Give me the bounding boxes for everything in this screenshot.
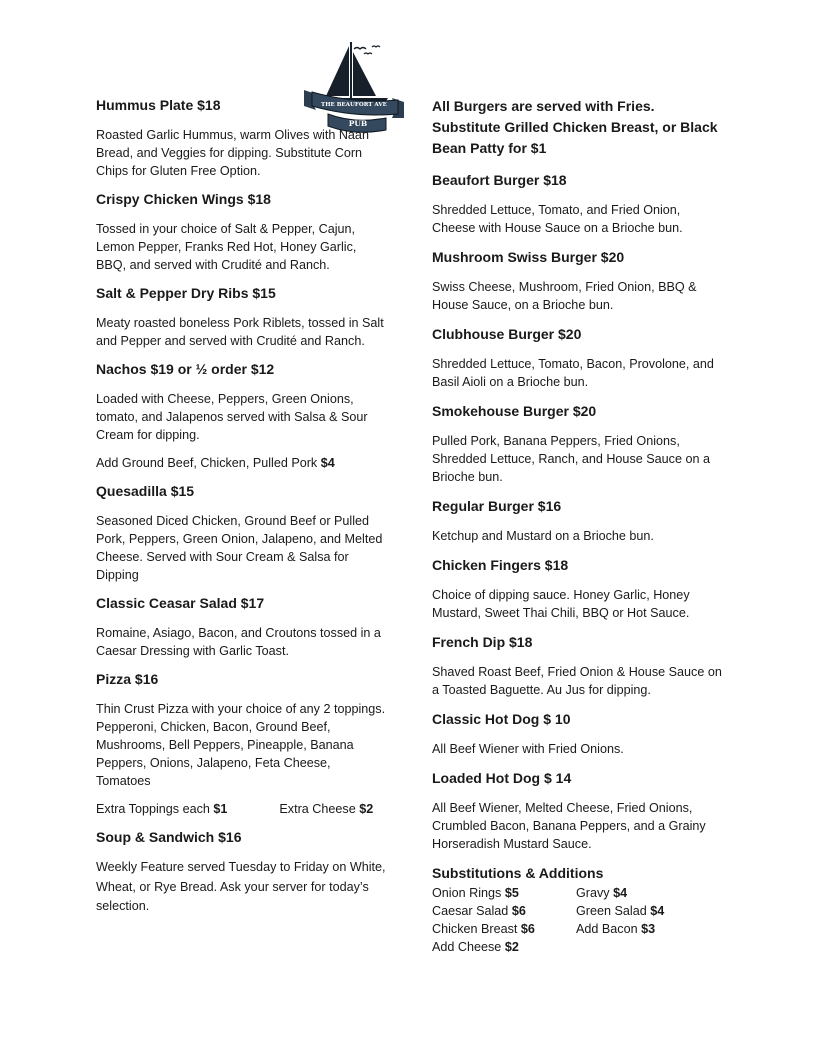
menu-item-desc: Seasoned Diced Chicken, Ground Beef or Pulled Pork, Peppers, Green Onion, Jalapeno, and Melted Cheese. Served with Sour Cream & Salsa for Dipping xyxy=(96,514,383,582)
menu-item xyxy=(432,497,724,545)
menu-item-desc: Shredded Lettuce, Tomato, and Fried Onion, Cheese with House Sauce on a Brioche bun. xyxy=(432,203,683,235)
nachos-addon xyxy=(96,454,386,472)
sub-item-price: $3 xyxy=(641,922,656,936)
pizza-extras xyxy=(96,800,386,818)
menu-item xyxy=(96,828,386,917)
menu-item xyxy=(432,171,724,237)
menu-item-title: Classic Hot Dog $ 10 xyxy=(432,711,571,727)
sub-item xyxy=(432,920,576,938)
sub-item-price: $4 xyxy=(650,904,665,918)
menu-item-title: Smokehouse Burger $20 xyxy=(432,403,597,419)
menu-item-desc: Shredded Lettuce, Tomato, Bacon, Provolone, and Basil Aioli on a Brioche bun. xyxy=(432,357,714,389)
sub-item-label: Add Cheese xyxy=(432,940,505,954)
menu-item-desc: Shaved Roast Beef, Fried Onion & House Sauce on a Toasted Baguette. Au Jus for dipping. xyxy=(432,665,722,697)
left-menu-column xyxy=(96,96,386,927)
menu-item-title: Classic Ceasar Salad $17 xyxy=(96,595,265,611)
sub-item-label: Green Salad xyxy=(576,904,651,918)
menu-item-desc: Loaded with Cheese, Peppers, Green Onions, tomato, and Jalapenos served with Salsa & Sour Cream for dipping. xyxy=(96,392,368,442)
menu-item xyxy=(432,633,724,699)
menu-item-title: Nachos $19 or ½ order $12 xyxy=(96,361,275,377)
menu-item-title: Soup & Sandwich $16 xyxy=(96,829,242,845)
menu-item-title: French Dip $18 xyxy=(432,634,533,650)
menu-item xyxy=(432,248,724,314)
menu-item xyxy=(96,190,386,274)
sub-item-price: $5 xyxy=(504,886,519,900)
sub-item-price: $6 xyxy=(511,904,526,918)
sub-item xyxy=(576,902,726,920)
nachos-addon-text: Add Ground Beef, Chicken, Pulled Pork xyxy=(96,456,321,470)
extra-cheese-price: $2 xyxy=(359,802,374,816)
logo-name-line2: PUB xyxy=(348,119,368,128)
menu-item xyxy=(96,284,386,350)
nachos-addon-price: $4 xyxy=(320,456,335,470)
menu-item xyxy=(96,96,386,180)
sub-item xyxy=(432,902,576,920)
menu-item-desc: Meaty roasted boneless Pork Riblets, tossed in Salt and Pepper and served with Crudité and Ranch. xyxy=(96,316,384,348)
menu-item-title: Hummus Plate $18 xyxy=(96,97,221,113)
menu-item xyxy=(96,594,386,660)
menu-item-desc: Pulled Pork, Banana Peppers, Fried Onions, Shredded Lettuce, Ranch, and House Sauce on a Brioche bun. xyxy=(432,434,710,484)
menu-item-title: Salt & Pepper Dry Ribs $15 xyxy=(96,285,276,301)
menu-item-title: Chicken Fingers $18 xyxy=(432,557,569,573)
sub-item-price: $4 xyxy=(613,886,628,900)
sub-item xyxy=(432,938,576,956)
menu-item-desc: Thin Crust Pizza with your choice of any 2 toppings. Pepperoni, Chicken, Bacon, Ground Beef, Mushrooms, Bell Peppers, Pineapple, Banana Peppers, Onions, Jalapeno, Feta Cheese, Tomatoes xyxy=(96,702,386,788)
menu-item-title: Regular Burger $16 xyxy=(432,498,562,514)
sub-item-price: $6 xyxy=(520,922,535,936)
menu-item xyxy=(96,670,386,818)
substitutions-title: Substitutions & Additions xyxy=(432,865,604,881)
menu-item-title: Beaufort Burger $18 xyxy=(432,172,567,188)
menu-item xyxy=(96,360,386,472)
menu-item-desc: All Beef Wiener, Melted Cheese, Fried Onions, Crumbled Bacon, Banana Peppers, and a Grainy Horseradish Mustard Sauce. xyxy=(432,801,706,851)
sub-item-label: Gravy xyxy=(576,886,614,900)
menu-item-title: Mushroom Swiss Burger $20 xyxy=(432,249,625,265)
logo-name-line1: THE BEAUFORT AVE xyxy=(321,102,387,108)
extra-toppings-price: $1 xyxy=(213,802,228,816)
menu-item-title: Clubhouse Burger $20 xyxy=(432,326,582,342)
right-menu-column xyxy=(432,96,724,956)
substitutions-grid xyxy=(432,884,724,956)
menu-item-desc: Choice of dipping sauce. Honey Garlic, Honey Mustard, Sweet Thai Chili, BBQ or Hot Sauce. xyxy=(432,588,690,620)
menu-item xyxy=(432,402,724,486)
sub-item xyxy=(576,920,726,938)
menu-item-desc: Swiss Cheese, Mushroom, Fried Onion, BBQ & House Sauce, on a Brioche bun. xyxy=(432,280,697,312)
sub-item xyxy=(432,884,576,902)
menu-item xyxy=(432,710,724,758)
sub-item xyxy=(576,884,726,902)
substitutions-section xyxy=(432,864,724,956)
extra-cheese-label: Extra Cheese xyxy=(279,802,360,816)
menu-item xyxy=(432,556,724,622)
sub-item-label: Onion Rings xyxy=(432,886,505,900)
menu-item xyxy=(96,482,386,584)
sub-item-label: Chicken Breast xyxy=(432,922,521,936)
menu-item xyxy=(432,325,724,391)
sub-item-label: Add Bacon xyxy=(576,922,642,936)
sub-item-price: $2 xyxy=(504,940,519,954)
menu-item-desc: Ketchup and Mustard on a Brioche bun. xyxy=(432,529,654,543)
sub-item-label: Caesar Salad xyxy=(432,904,512,918)
menu-item-desc: Tossed in your choice of Salt & Pepper, Cajun, Lemon Pepper, Franks Red Hot, Honey Garlic, BBQ, and served with Crudité and Ranch. xyxy=(96,222,357,272)
menu-item-desc: Weekly Feature served Tuesday to Friday on White, Wheat, or Rye Bread. Ask your server for today’s selection. xyxy=(96,860,386,913)
burgers-intro: All Burgers are served with Fries. Substitute Grilled Chicken Breast, or Black Bean Patty for $1 xyxy=(432,98,718,156)
menu-item-title: Pizza $16 xyxy=(96,671,159,687)
menu-item xyxy=(432,769,724,853)
menu-item-desc: All Beef Wiener with Fried Onions. xyxy=(432,742,624,756)
menu-item-title: Loaded Hot Dog $ 14 xyxy=(432,770,572,786)
menu-item-title: Crispy Chicken Wings $18 xyxy=(96,191,271,207)
menu-item-title: Quesadilla $15 xyxy=(96,483,195,499)
extra-toppings-label: Extra Toppings each xyxy=(96,802,214,816)
menu-item-desc: Romaine, Asiago, Bacon, and Croutons tossed in a Caesar Dressing with Garlic Toast. xyxy=(96,626,381,658)
menu-item-desc: Roasted Garlic Hummus, warm Olives with Naan Bread, and Veggies for dipping. Substitute Corn Chips for Gluten Free Option. xyxy=(96,128,369,178)
